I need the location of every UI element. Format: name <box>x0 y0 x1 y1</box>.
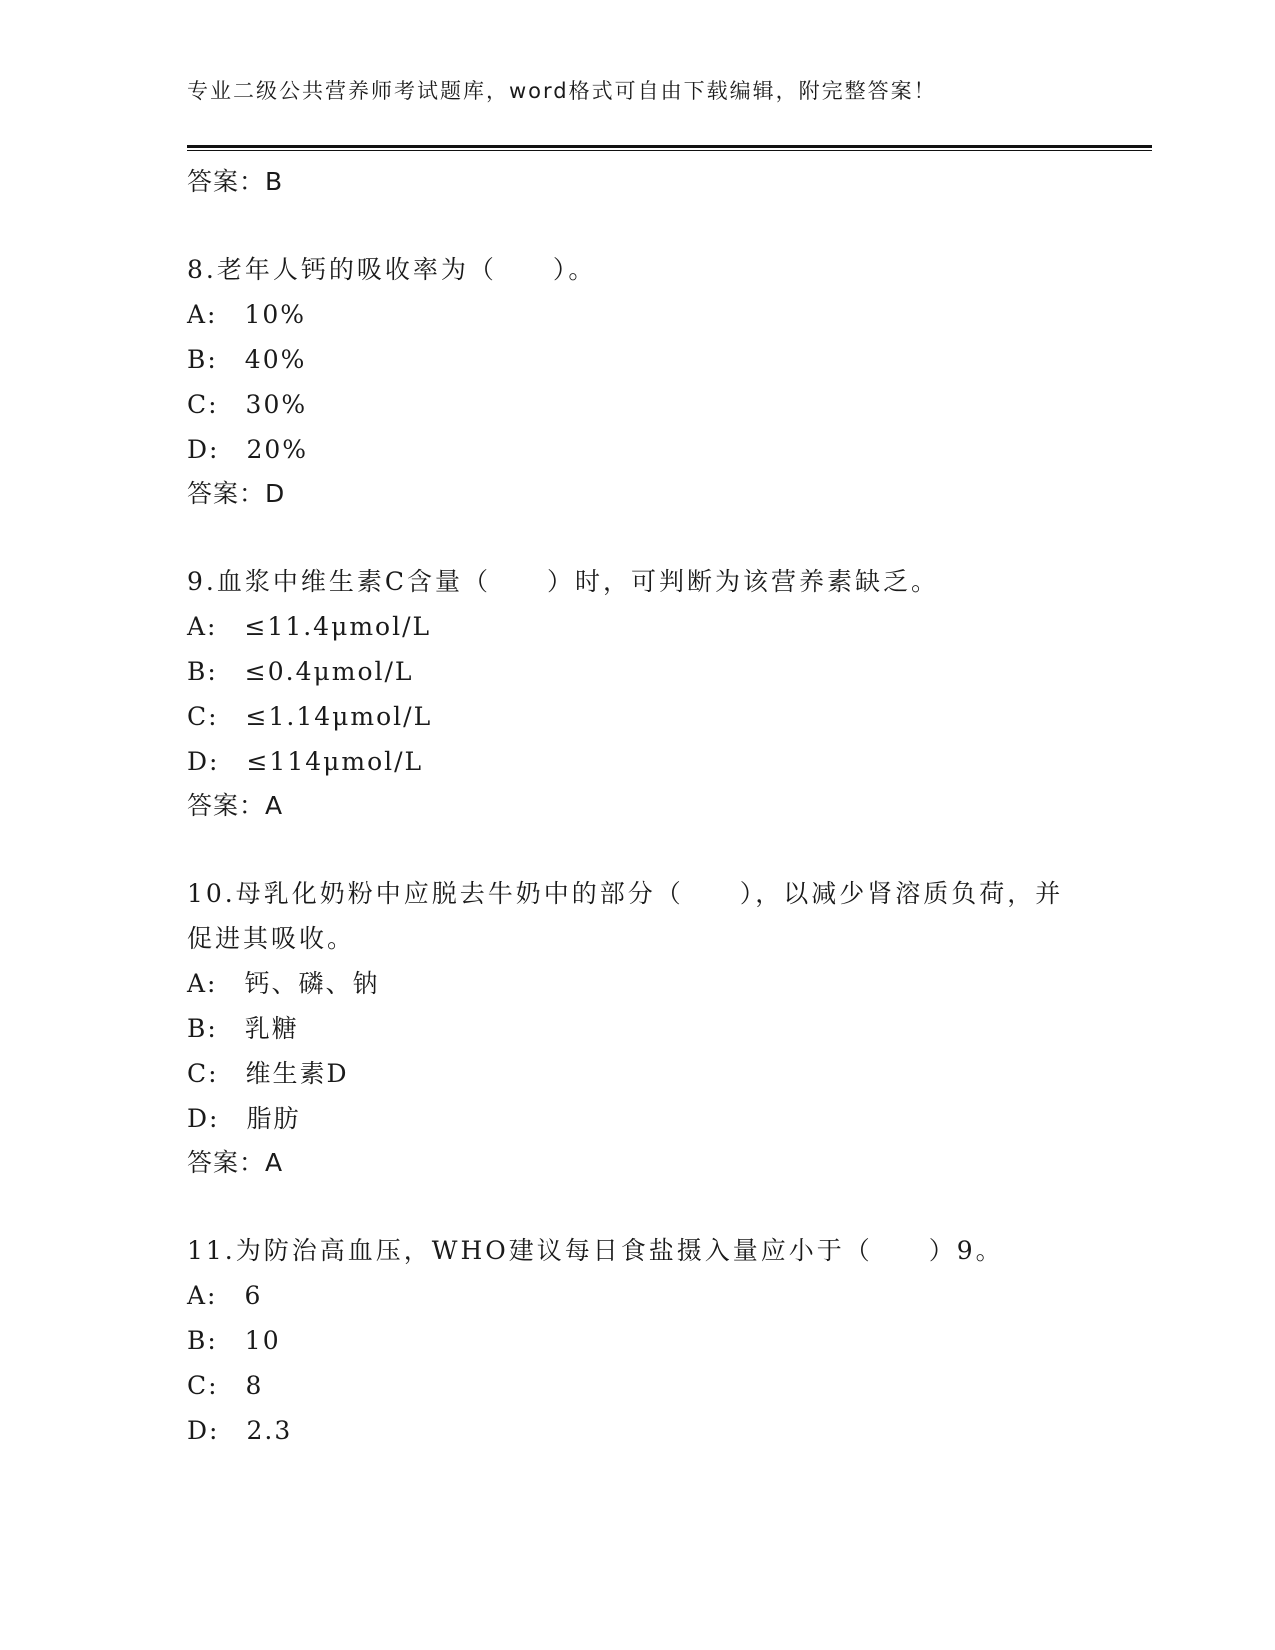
previous-answer: 答案：B <box>187 167 284 196</box>
option-d: D: ≤114μmol/L <box>187 747 424 776</box>
option-d: D: 2.3 <box>187 1416 293 1445</box>
answer: 答案：D <box>187 479 286 508</box>
question-text: 8.老年人钙的吸收率为（ ）。 <box>187 255 597 284</box>
question-text: 9.血浆中维生素C含量（ ）时，可判断为该营养素缺乏。 <box>187 567 939 596</box>
option-d: D: 20% <box>187 435 309 464</box>
question-list <box>187 160 1087 1453</box>
option-c: C: 8 <box>187 1371 264 1400</box>
option-a: A: 10% <box>187 300 307 329</box>
option-b: B: 10 <box>187 1326 281 1355</box>
option-a: A: 钙、磷、钠 <box>187 969 380 998</box>
question-text: 11.为防治高血压，WHO建议每日食盐摄入量应小于（ ）9。 <box>187 1236 1004 1265</box>
option-c: C: 30% <box>187 390 308 419</box>
answer: 答案：A <box>187 791 284 820</box>
question-8 <box>187 247 1087 516</box>
option-b: B: ≤0.4μmol/L <box>187 657 414 686</box>
page-header: 专业二级公共营养师考试题库，word格式可自由下载编辑，附完整答案！ <box>187 79 937 103</box>
option-a: A: ≤11.4μmol/L <box>187 612 432 641</box>
header-rule-thin <box>187 150 1152 151</box>
answer: 答案：A <box>187 1148 284 1177</box>
header-rule <box>187 145 1152 148</box>
option-a: A: 6 <box>187 1281 263 1310</box>
option-b: B: 乳糖 <box>187 1014 299 1043</box>
question-text: 10.母乳化奶粉中应脱去牛奶中的部分（ ），以减少肾溶质负荷，并促进其吸收。 <box>187 879 1064 953</box>
option-b: B: 40% <box>187 345 307 374</box>
option-d: D: 脂肪 <box>187 1104 301 1133</box>
option-c: C: 维生素D <box>187 1059 349 1088</box>
question-11 <box>187 1228 1087 1453</box>
option-c: C: ≤1.14μmol/L <box>187 702 433 731</box>
question-9 <box>187 559 1087 828</box>
question-10 <box>187 871 1087 1185</box>
